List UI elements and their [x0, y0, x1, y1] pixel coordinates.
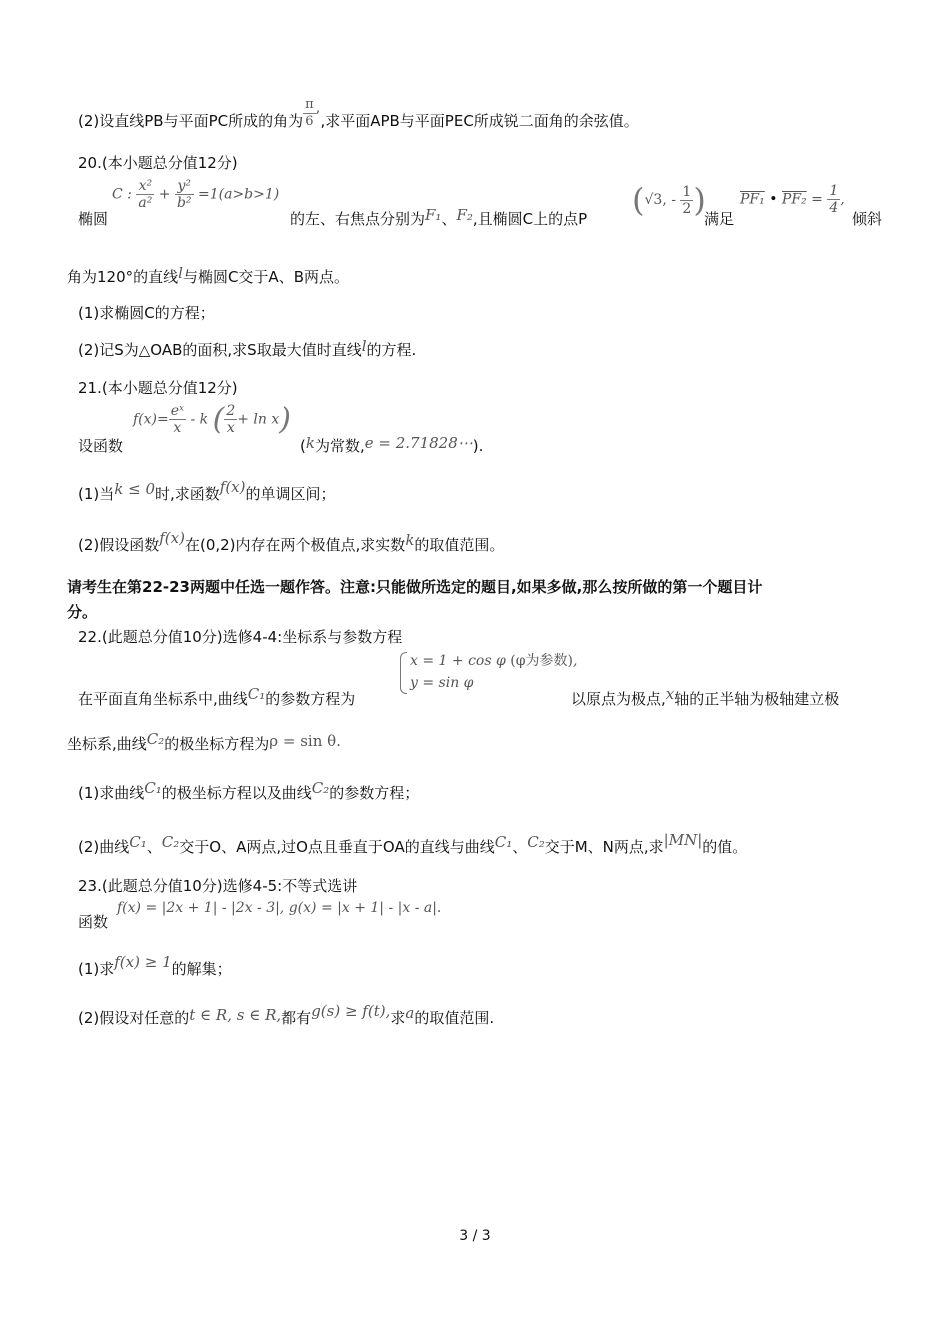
q20-line2: 角为120°的直线l与椭圆C交于A、B两点。 [67, 264, 349, 286]
q20-part1: (1)求椭圆C的方程； [78, 304, 215, 322]
q19-part2: (2)设直线PB与平面PC所成的角为 $\frac{\pi}{6}$ ,,求平面APB与平面PEC所成锐二面角的余弦值。 [78, 97, 639, 130]
q20-line1-rest: 的左、右焦点分别为F₁、F₂,且椭圆C上的点P [290, 206, 588, 228]
q22-line1-rest: 以原点为极点,x轴的正半轴为极轴建立极 [571, 685, 840, 708]
q20-line1: 椭圆 [78, 210, 109, 228]
q21-part2: (2)假设函数f(x)在(0,2)内存在两个极值点,求实数k的取值范围。 [78, 529, 505, 554]
q21-header: 21.(本小题总分值12分) [78, 379, 238, 397]
q23-header: 23.(此题总分值10分)选修4-5:不等式选讲 [78, 877, 358, 895]
choice-instruction: 请考生在第22-23两题中任选一题作答。注意:只能做所选定的题目,如果多做,那么按所做的第一个题目计 [67, 578, 763, 596]
functions-f-g-definition: f(x) = |2x + 1| - |2x - 3|, g(x) = |x + 1| - |x - a|. [117, 900, 442, 916]
q22-header: 22.(此题总分值10分)选修4-4:坐标系与参数方程 [78, 628, 403, 646]
q23-line1: 函数 [78, 913, 109, 931]
q22-part1: (1)求曲线C₁的极坐标方程以及曲线C₂的参数方程； [78, 779, 420, 802]
q20-header: 20.(本小题总分值12分) [78, 154, 238, 172]
page-number: 3 / 3 [459, 1228, 491, 1244]
q21-part1: (1)当k ≤ 0时,求函数f(x)的单调区间； [78, 478, 336, 503]
q20-satisfy: 满足 [704, 210, 735, 228]
q22-line2: 坐标系,曲线C₂的极坐标方程为ρ = sin θ. [67, 730, 341, 753]
q20-part2: (2)记S为△OAB的面积,求S取最大值时直线l的方程. [78, 337, 417, 359]
q20-tilt: 倾斜 [852, 210, 883, 228]
parametric-equation-C1: x = 1 + cos φ (φ为参数), y = sin φ [400, 650, 577, 694]
q21-line1-rest: (k为常数,e = 2.71828⋯). [300, 434, 484, 455]
vector-dot-product: PF₁ • PF₂ = $\frac{1}{4}$ , [740, 183, 845, 216]
q23-part2: (2)假设对任意的t ∈ R, s ∈ R,都有g(s) ≥ f(t),求a的取值范围. [78, 1002, 495, 1027]
q22-part2: (2)曲线C₁、C₂交于O、A两点,过O点且垂直于OA的直线与曲线C₁、C₂交于M、N两点,求|MN|的值。 [78, 831, 748, 856]
ellipse-equation: C : $\frac{\text{x²}}{\text{a²}}$ + $\frac{\text{y²}}{\text{b²}}$ =1(a>b>1) [112, 178, 280, 211]
pi-over-six: $\frac{\pi}{6}$ [305, 97, 314, 129]
q22-line1: 在平面直角坐标系中,曲线C₁的参数方程为 [78, 685, 356, 708]
q23-part1: (1)求f(x) ≥ 1的解集； [78, 953, 232, 978]
choice-instruction-cont: 分。 [67, 603, 98, 621]
q21-line1: 设函数 [78, 437, 124, 455]
function-f-definition: f(x)= $\frac{\text{eˣ}}{x}$ - k ( $\frac{2}{x}$ + ln x) [133, 402, 291, 437]
point-P-coords: (√3, - $\frac{1}{2}$ ) [632, 181, 706, 219]
